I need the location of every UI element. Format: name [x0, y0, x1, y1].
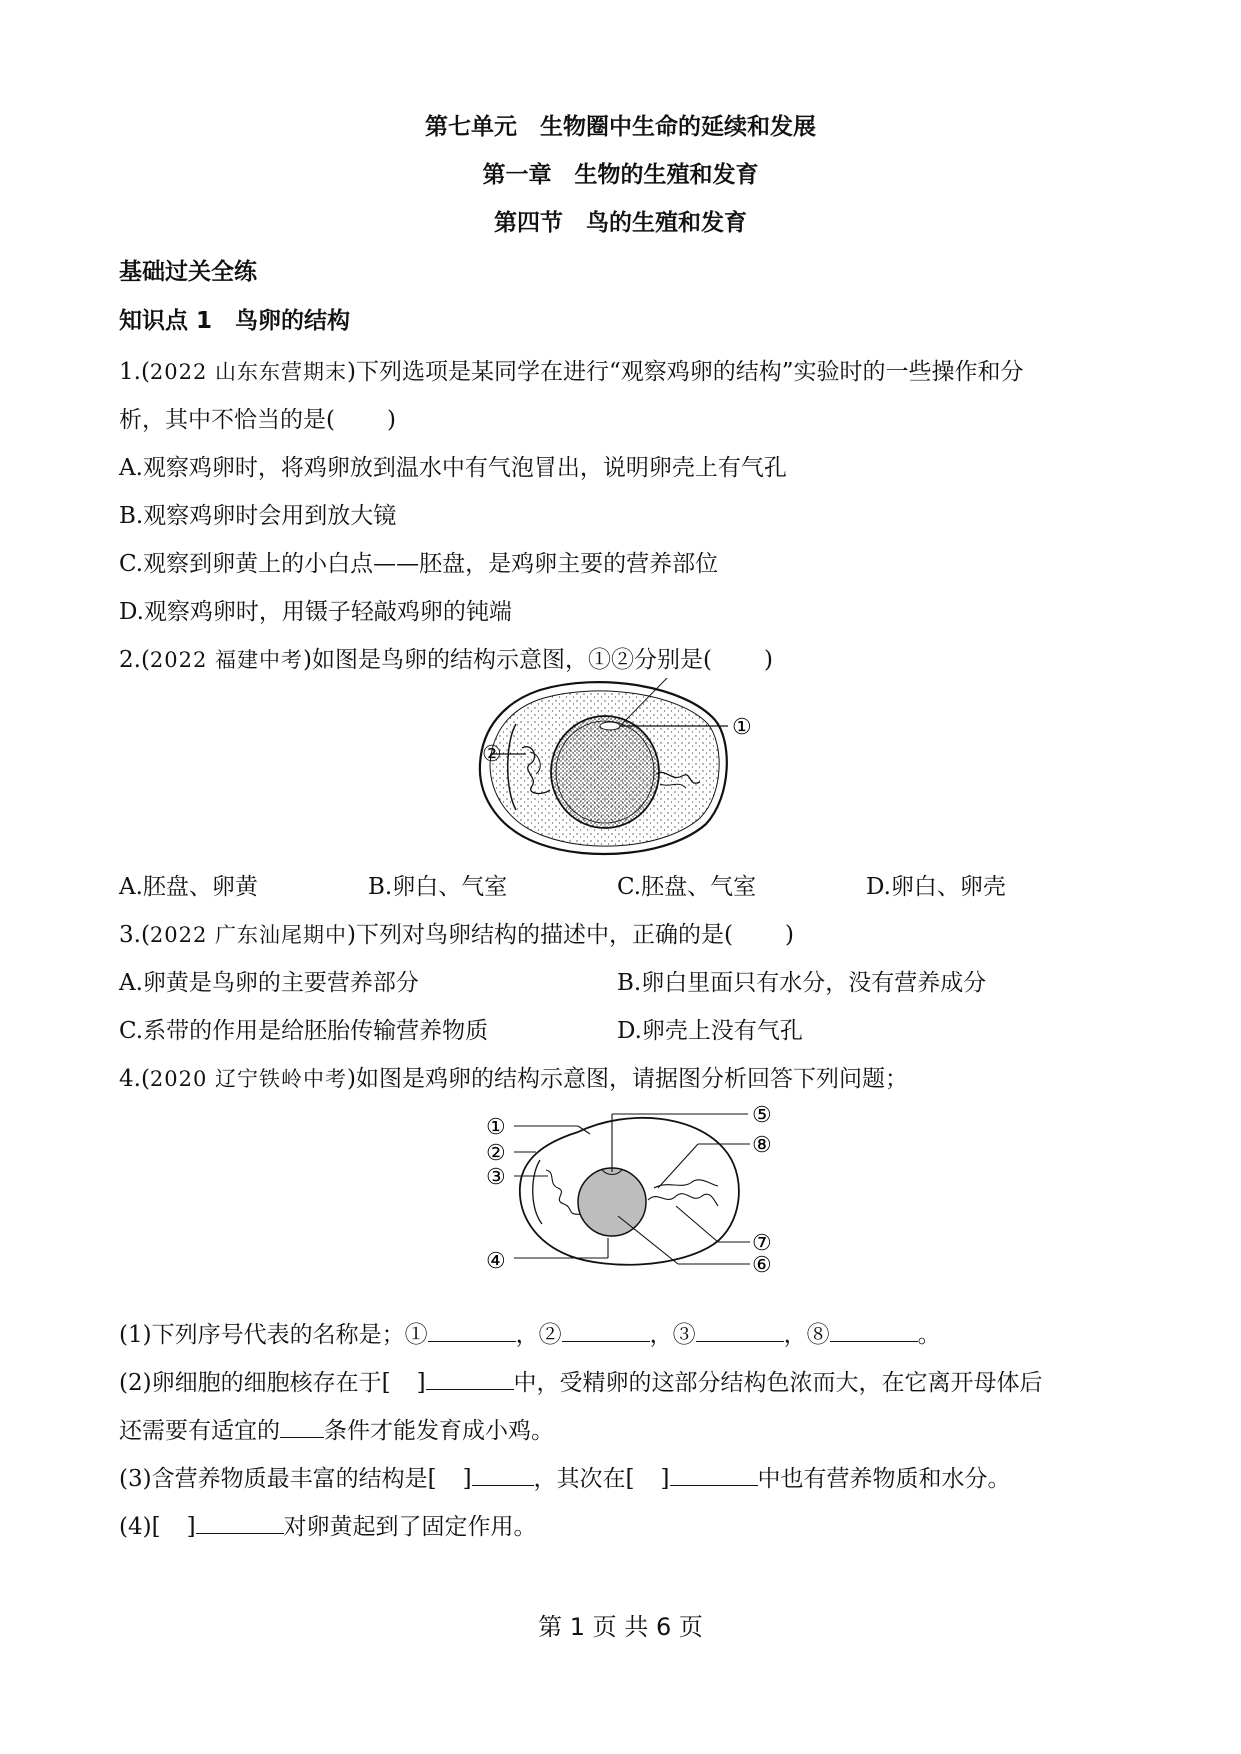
unit-title: 第七单元 生物圈中生命的延续和发展	[425, 114, 816, 140]
q4-sub1: (1)下列序号代表的名称是；① ，② ，③ ，⑧ 。	[119, 1322, 941, 1348]
q2-option-d: D.卵白、卵壳	[866, 874, 1006, 900]
bird-egg-labels	[470, 668, 770, 868]
q2-option-b: B.卵白、气室	[368, 874, 508, 900]
q4-source: 2020 辽宁铁岭中考	[149, 1067, 348, 1091]
label-1: ①	[486, 1115, 506, 1140]
blank-nucleus[interactable]	[426, 1369, 514, 1390]
q1-option-a: A.观察鸡卵时，将鸡卵放到温水中有气泡冒出，说明卵壳上有气孔	[119, 455, 787, 481]
label-8: ⑧	[752, 1133, 772, 1158]
q2-stem: 2.(2022 福建中考)如图是鸟卵的结构示意图，①②分别是( )	[119, 647, 773, 673]
q3-option-b: B.卵白里面只有水分，没有营养成分	[617, 970, 987, 996]
q4-sub3: (3)含营养物质最丰富的结构是[ ] ，其次在[ ] 中也有营养物质和水分。	[119, 1466, 1011, 1492]
q1-stem-line2: 析，其中不恰当的是( )	[119, 407, 396, 433]
blank-8[interactable]	[830, 1321, 918, 1342]
label-4: ④	[486, 1249, 506, 1274]
q3-option-d: D.卵壳上没有气孔	[617, 1018, 803, 1044]
blank-nutrient-main[interactable]	[472, 1465, 534, 1486]
blank-1[interactable]	[428, 1321, 516, 1342]
label-1: ①	[732, 715, 752, 740]
q3-stem: 3.(2022 广东汕尾期中)下列对鸟卵结构的描述中，正确的是( )	[119, 922, 794, 948]
blank-2[interactable]	[562, 1321, 650, 1342]
blank-3[interactable]	[696, 1321, 784, 1342]
q1-source: 2022 山东东营期末	[149, 360, 348, 384]
chapter-title: 第一章 生物的生殖和发育	[482, 162, 759, 188]
label-7: ⑦	[752, 1231, 772, 1256]
section-title: 第四节 鸟的生殖和发育	[494, 210, 747, 236]
label-6: ⑥	[752, 1253, 772, 1278]
q3-option-a: A.卵黄是鸟卵的主要营养部分	[119, 970, 419, 996]
q1-option-b: B.观察鸡卵时会用到放大镜	[119, 503, 397, 529]
q1-option-c: C.观察到卵黄上的小白点——胚盘，是鸡卵主要的营养部位	[119, 551, 719, 577]
blank-chalaza[interactable]	[196, 1513, 284, 1534]
q2-source: 2022 福建中考	[149, 648, 304, 672]
blank-nutrient-second[interactable]	[670, 1465, 758, 1486]
label-2: ②	[486, 1141, 506, 1166]
q2-label-2: ②	[482, 742, 502, 767]
q2-option-a: A.胚盘、卵黄	[119, 874, 258, 900]
chicken-egg-diagram	[478, 1096, 778, 1288]
yolk-gray	[578, 1168, 646, 1236]
q3-option-c: C.系带的作用是给胚胎传输营养物质	[119, 1018, 489, 1044]
q4-stem: 4.(2020 辽宁铁岭中考)如图是鸡卵的结构示意图，请据图分析回答下列问题；	[119, 1066, 909, 1092]
label-3: ③	[486, 1165, 506, 1190]
q3-source: 2022 广东汕尾期中	[149, 923, 348, 947]
q1-stem-line1: 1.(2022 山东东营期末)下列选项是某同学在进行“观察鸡卵的结构”实验时的一些操作和分	[119, 359, 1024, 385]
heading: 基础过关全练	[119, 259, 257, 285]
knowledge-point: 知识点 1 鸟卵的结构	[119, 308, 351, 334]
q4-sub2-line1: (2)卵细胞的细胞核存在于[ ] 中，受精卵的这部分结构色浓而大，在它离开母体后	[119, 1370, 1043, 1396]
q1-option-d: D.观察鸡卵时，用镊子轻敲鸡卵的钝端	[119, 599, 512, 625]
q4-sub2-line2: 还需要有适宜的 条件才能发育成小鸡。	[119, 1418, 554, 1444]
q2-option-c: C.胚盘、气室	[617, 874, 757, 900]
page-footer: 第 1 页 共 6 页	[538, 1613, 703, 1641]
label-5: ⑤	[752, 1103, 772, 1128]
q4-sub4: (4)[ ] 对卵黄起到了固定作用。	[119, 1514, 537, 1540]
blank-condition[interactable]	[280, 1417, 324, 1438]
